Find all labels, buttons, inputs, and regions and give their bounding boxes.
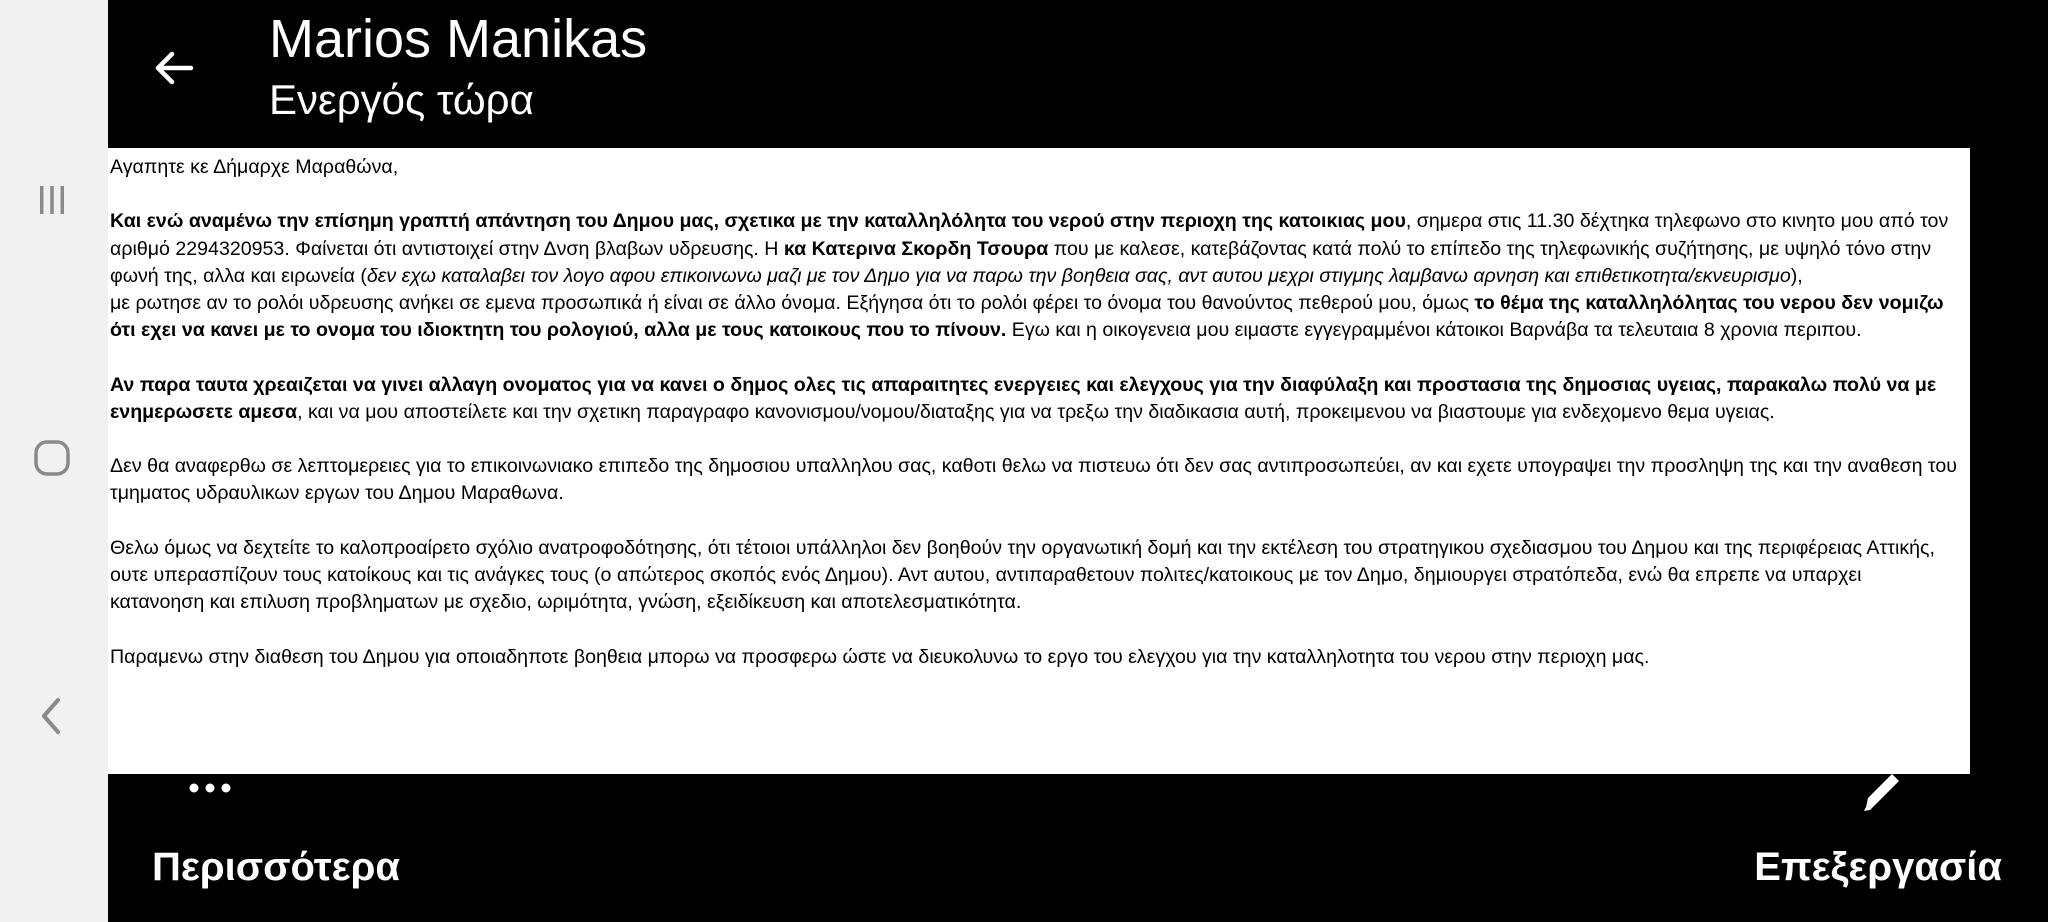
system-navigation-bar xyxy=(0,0,108,922)
back-icon xyxy=(37,696,67,736)
paragraph-3-text: , και να μου αποστείλετε και την σχετικη παραγραφο κανονισμου/νομου/διαταξης για να τρεξω την διαδικασια αυτή, προκειμενου να βιαστουμε για ενδεχομενο θεμα υγειας. xyxy=(297,400,1775,423)
paragraph-2-bold: το θέμα της καταλληλόλητας του νερου δεν νομιζω ότι εχει να κανει με το ονομα του ιδιοκτητη του ρολογιού, αλλα με τους κατοικους που το πίνουν. xyxy=(110,292,1944,342)
paragraph-1-text-2: που με καλεσε, κατεβάζοντας κατά πολύ το επίπεδο της τηλεφωνικής συζήτησης, με υψηλό τόνο στην φωνή της, αλλα και ειρωνεία ( xyxy=(110,237,1932,287)
paragraph-1-bold: Και ενώ αναμένω την επίσημη γραπτή απάντηση του Δημου μας, σχετικα με την καταλληλόλητα του νερού στην περιοχη της κατοικιας μου xyxy=(110,210,1406,233)
document-paragraph-6 xyxy=(110,644,1958,671)
edit-label[interactable]: Επεξεργασία xyxy=(1754,845,2002,889)
shared-document-image[interactable] xyxy=(108,148,1970,774)
paragraph-1-italic: δεν εχω καταλαβει τον λογο αφου επικοινωνω μαζι με τον Δημο για να παρω την βοηθεια σας, αντ αυτου μεχρι στιγμης λαμβανω αρνηση και επιθετικοτητα/εκνευρισμο xyxy=(366,264,1791,287)
document-paragraph-1 xyxy=(110,208,1958,290)
contact-name: Marios Manikas xyxy=(269,9,648,69)
paragraph-2-text-2: Εγω και η οικογενεια μου ειμαστε εγγεγραμμένοι κάτοικοι Βαρνάβα τα τελευταια 8 χρονια περιπου. xyxy=(1006,319,1862,342)
recent-apps-icon xyxy=(34,182,70,218)
image-viewer xyxy=(108,0,2048,922)
greeting-text: Αγαπητε κε Δήμαρχε Μαραθώνα, xyxy=(110,156,399,178)
document-paragraph-2 xyxy=(110,290,1958,344)
back-button[interactable] xyxy=(22,686,82,746)
paragraph-3-bold: Αν παρα ταυτα χρεαιζεται να γινει αλλαγη ονοματος για να κανει ο δημος ολες τις απαραιτητες ενεργειες και ελεγχους για την διαφύλαξη και προστασια της δημοσιας υγειας, παρακαλω πολύ να με ενημερωσετε αμεσα xyxy=(110,373,1937,423)
paragraph-4-text: Δεν θα αναφερθω σε λεπτομερειες για το επικοινωνιακο επιπεδο της δημοσιου υπαλληλου σας, καθοτι θελω να πιστευω ότι δεν σας αντιπροσωπεύει, αν και εχετε υπογραψει την προσληψη της και την αναθεση του τμηματος υδραυλικων εργων του Δημου Μαραθωνα. xyxy=(110,455,1958,505)
more-options-button[interactable] xyxy=(180,770,240,806)
paragraph-1-text: , σημερα στις 11.30 δέχτηκα τηλεφωνο στο κινητο μου από τον αριθμό 2294320953. Φαίνεται ότι αντιστοιχεί στην Δνση βλαβων υδρευσης. Η xyxy=(110,210,1949,260)
document-body xyxy=(108,148,1970,671)
arrow-left-icon xyxy=(153,47,195,89)
paragraph-1-text-3: ), xyxy=(1790,264,1803,287)
paragraph-6-text: Παραμενω στην διαθεση του Δημου για οποιαδηποτε βοηθεια μπορω να προσφερω ώστε να διευκολυνω το εργο του ελεγχου για την καταλληλοτητα του νερου στην περιοχη μας. xyxy=(110,645,1650,668)
document-greeting xyxy=(110,154,1958,181)
recent-apps-button[interactable] xyxy=(22,170,82,230)
paragraph-2-text: με ρωτησε αν το ρολόι υδρευσης ανήκει σε εμενα προσωπικά ή είναι σε άλλο όνομα. Εξήγησα ότι το ρολόι φέρει το όνομα του θανούντος πεθερού μου, όμως xyxy=(110,292,1475,314)
more-label[interactable]: Περισσότερα xyxy=(152,845,400,889)
contact-status: Ενεργός τώρα xyxy=(269,76,534,123)
header-back-button[interactable] xyxy=(144,38,204,98)
more-dots-icon xyxy=(188,782,232,794)
document-paragraph-4 xyxy=(110,453,1958,507)
home-icon xyxy=(32,438,72,478)
document-paragraph-5 xyxy=(110,535,1958,617)
pencil-icon xyxy=(1858,769,1908,813)
paragraph-1-name: κα Κατερινα Σκορδη Τσουρα xyxy=(783,237,1049,260)
home-button[interactable] xyxy=(22,428,82,488)
paragraph-5-text: Θελω όμως να δεχτείτε το καλοπροαίρετο σχόλιο ανατροφοδότησης, ότι τέτοιοι υπάλληλοι δεν βοηθούν την οργανωτική δομή και την εκτέλεση του στρατηγικου σχεδιασμου του Δημου και της περιφέρειας Αττικής, ουτε υπερασπίζουν τους κατοίκους και τις ανάγκες τους (ο απώτερος σκοπός ενός Δημου). Αντ αυτου, αντιπαραθετουν πολιτες/κατοικους με τον Δημο, δημιουργει στρατόπεδα, ενώ θα επρεπε να υπαρχει κατανοηση και επιλυση προβληματων με σχεδιο, ωριμότητα, γνώση, εξειδίκευση και αποτελεσματικότητα. xyxy=(110,536,1935,614)
edit-button[interactable] xyxy=(1848,766,1918,816)
document-paragraph-3 xyxy=(110,372,1958,426)
